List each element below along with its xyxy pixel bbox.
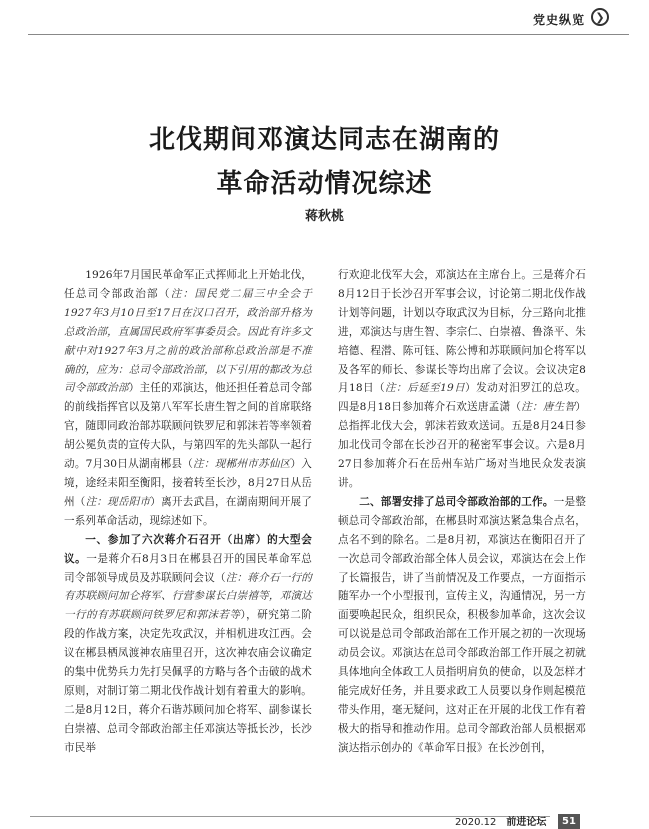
paragraph: 行欢迎北伐军大会，邓演达在主席台上。三是蒋介石8月12日于长沙召开军事会议，讨论第二期北伐作战计划等问题，计划以夺取武汉为目标，分三路向北推进，邓演达与唐生智、李宗仁、白崇禧、鲁涤平、朱培德、程潜、陈可钰、陈公博和苏联顾问加仑将军以及各军的师长、参谋长等均出席了会议。会议决定8月18日（注：后延至19日）发动对汨罗江的总攻。四是8月18日参加蒋介石欢送唐孟潇（注：唐生智）总指挥北伐大会，郭沫若致欢送词。五是8月24日参加北伐司令部在长沙召开的秘密军事会议。六是8月27日参加蒋介石在岳州车站广场对当地民众发表演讲。: [338, 269, 587, 489]
article-title: [0, 118, 649, 206]
page-footer: [455, 817, 556, 829]
title-line-1: 北伐期间邓演达同志在湖南的: [148, 125, 500, 155]
section-heading-1: 一、参加了六次蒋介石召开（出席）的大型会议。: [64, 533, 312, 565]
left-column: [64, 266, 312, 758]
title-line-2: 革命活动情况综述: [216, 169, 433, 199]
section-heading-2: 二、部署安排了总司令部政治部的工作。: [359, 495, 554, 508]
issue-date: 2020.12: [455, 817, 497, 828]
annotation: 注：蒋介石一行的有苏联顾问加仑将军、行营参谋长白崇禧等，邓演达一行的有苏联顾问铁罗尼和郭沫若等: [64, 571, 312, 622]
annotation: 注：后延至19日: [385, 382, 466, 395]
section-label: 党史纵览: [532, 13, 585, 27]
paragraph: 1926年7月国民革命军正式挥师北上开始北伐，任总司令部政治部（注：国民党二届三中全会于1927年3月10日至17日在汉口召开，政治部升格为总政治部，直属国民政府军事委员会。因此有许多文献中对1927年3月之前的政治部称总政治部是不准确的，应为：总司令部政治部，以下引用的都改为总司令部政治部）主任的邓演达，他还担任着总司令部的前线指挥官以及第八军军长唐生智之间的首席联络官，随即同政治部苏联顾问铁罗尼和郭沫若等率领着胡公冕负责的宣传大队，与第四军的先头部队一起行动。7月30日从湖南郴县（注：现郴州市苏仙区）入境，途经耒阳至衡阳，接着转至长沙，8月27日从岳州（注：现岳阳市）离开去武昌，在湖南期间开展了一系列革命活动，现综述如下。: [64, 269, 313, 527]
right-column: [338, 266, 586, 758]
paragraph: 二、部署安排了总司令部政治部的工作。一是整顿总司令部政治部，在郴县时邓演达紧急集合点名，点名不到的除名。二是8月初，邓演达在衡阳召开了一次总司令部政治部全体人员会议，邓演达在会上作了长篇报告，讲了当前情况及工作要点，一方面指示随军办一个小型报刊，宣传主义，沟通情况，另一方面要唤起民众，组织民众，积极参加革命，这次会议可以说是总司令部政治部在工作开展之初的一次现场动员会议。邓演达在总司令部政治部工作开展之初就具体地向全体政工人员指明肩负的使命，以及怎样才能完成好任务，并且要求政工人员要以身作则起模范带头作用，毫无疑问，这对正在开展的北伐工作有着极大的指导和推动作用。总司令部政治部人员根据邓演达指示创办的《革命军日报》在长沙创刊，: [338, 495, 586, 754]
annotation: 注：唐生智: [521, 401, 576, 414]
annotation: 注：国民党二届三中全会于1927年3月10日至17日在汉口召开，政治部升格为总政治部，直属国民政府军事委员会。因此有许多文献中对1927年3月之前的政治部称总政治部是不准确的，应为：总司令部政治部，以下引用的都改为总司令部政治部: [64, 287, 313, 395]
author-name: 蒋秋桃: [304, 209, 344, 224]
paragraph: 一、参加了六次蒋介石召开（出席）的大型会议。一是蒋介石8月3日在郴县召开的国民革命军总司令部领导成员及苏联顾问会议（注：蒋介石一行的有苏联顾问加仑将军、行营参谋长白崇禧等，邓演达一行的有苏联顾问铁罗尼和郭沫若等），研究第二阶段的作战方案，决定先攻武汉，并相机进攻江西。会议在郴县栖凤渡神农庙里召开，这次神农庙会议确定的集中优势兵力先打吴佩孚的方略与各个击破的战术原则，对制订第二期北伐作战计划有着重大的影响。二是8月12日，蒋介石谐苏顾问加仑将军、副参谋长白崇禧、总司令部政治部主任邓演达等抵长沙，长沙市民举: [64, 533, 312, 754]
page-header: [28, 6, 609, 32]
circle-arrow-icon: ❯: [591, 8, 609, 26]
page-number: 51: [558, 814, 580, 829]
header-divider: [28, 34, 629, 35]
annotation: 注：现郴州市苏仙区: [193, 458, 291, 471]
journal-name: 前进论坛: [506, 817, 547, 828]
annotation: 注：现岳阳市: [85, 495, 151, 508]
